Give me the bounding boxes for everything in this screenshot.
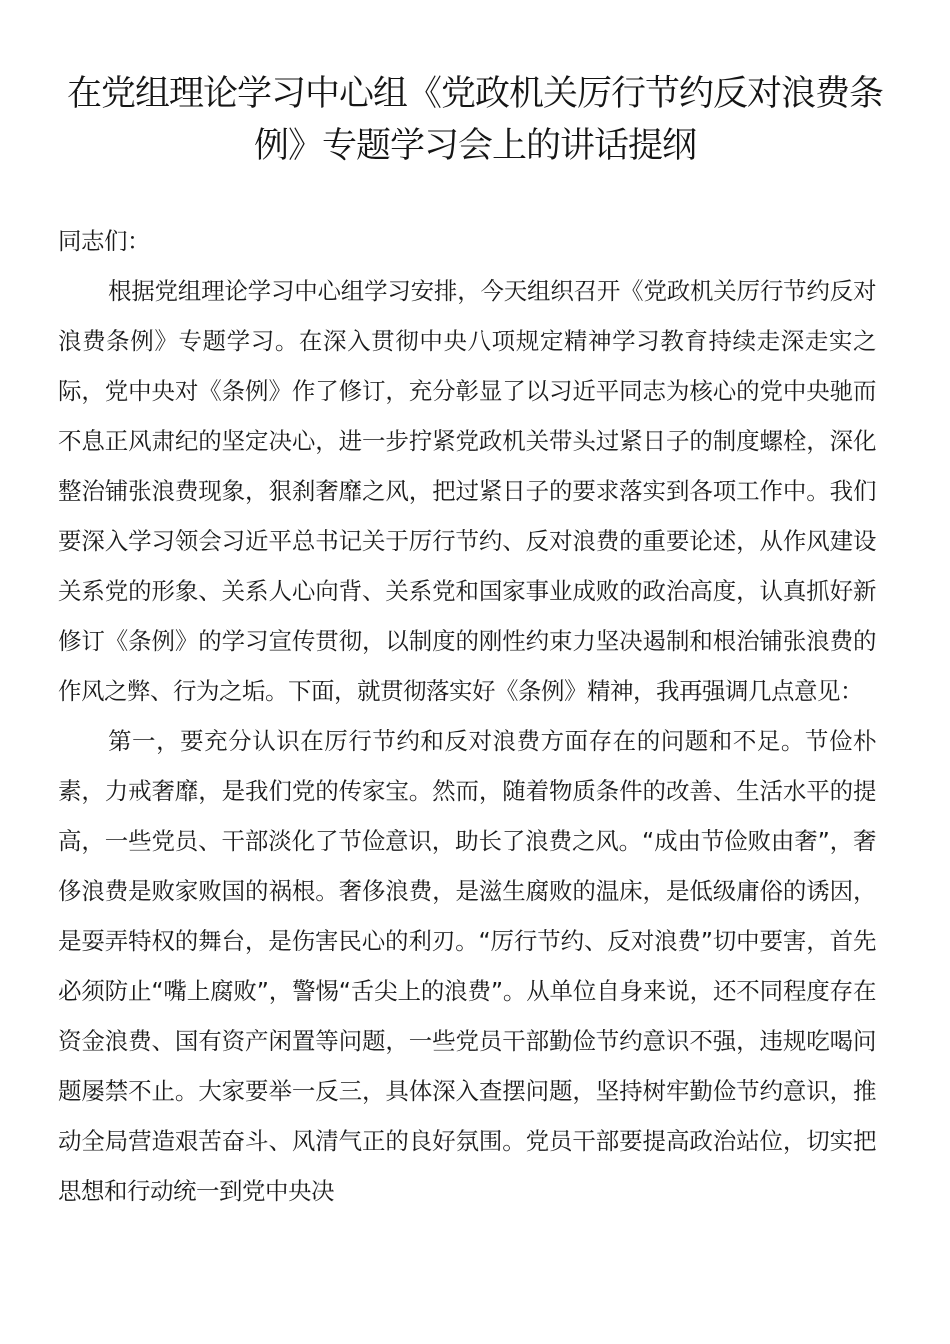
paragraph-intro: 根据党组理论学习中心组学习安排，今天组织召开《党政机关厉行节约反对浪费条例》专题学习。在深入贯彻中央八项规定精神学习教育持续走深走实之际，党中央对《条例》作了修订，充分彰显了以习近平同志为核心的党中央驰而不息正风肃纪的坚定决心，进一步拧紧党政机关带头过紧日子的制度螺栓，深化整治铺张浪费现象，狠刹奢靡之风，把过紧日子的要求落实到各项工作中。我们要深入学习领会习近平总书记关于厉行节约、反对浪费的重要论述，从作风建设关系党的形象、关系人心向背、关系党和国家事业成败的政治高度，认真抓好新修订《条例》的学习宣传贯彻，以制度的刚性约束力坚决遏制和根治铺张浪费的作风之弊、行为之垢。下面，就贯彻落实好《条例》精神，我再强调几点意见： [58, 277, 876, 705]
document-body [58, 212, 876, 1216]
document-title: 在党组理论学习中心组《党政机关厉行节约反对浪费条例》专题学习会上的讲话提纲 [66, 74, 883, 166]
paragraph-point-one: 第一，要充分认识在厉行节约和反对浪费方面存在的问题和不足。节俭朴素，力戒奢靡，是我们党的传家宝。然而，随着物质条件的改善、生活水平的提高，一些党员、干部淡化了节俭意识，助长了浪费之风。“成由节俭败由奢”，奢侈浪费是败家败国的祸根。奢侈浪费，是滋生腐败的温床，是低级庸俗的诱因，是耍弄特权的舞台，是伤害民心的利刃。“厉行节约、反对浪费”切中要害，首先必须防止“嘴上腐败”，警惕“舌尖上的浪费”。从单位自身来说，还不同程度存在资金浪费、国有资产闲置等问题，一些党员干部勤俭节约意识不强，违规吃喝问题屡禁不止。大家要举一反三，具体深入查摆问题，坚持树牢勤俭节约意识，推动全局营造艰苦奋斗、风清气正的良好氛围。党员干部要提高政治站位，切实把思想和行动统一到党中央决 [58, 727, 876, 1205]
salutation: 同志们： [58, 227, 150, 255]
